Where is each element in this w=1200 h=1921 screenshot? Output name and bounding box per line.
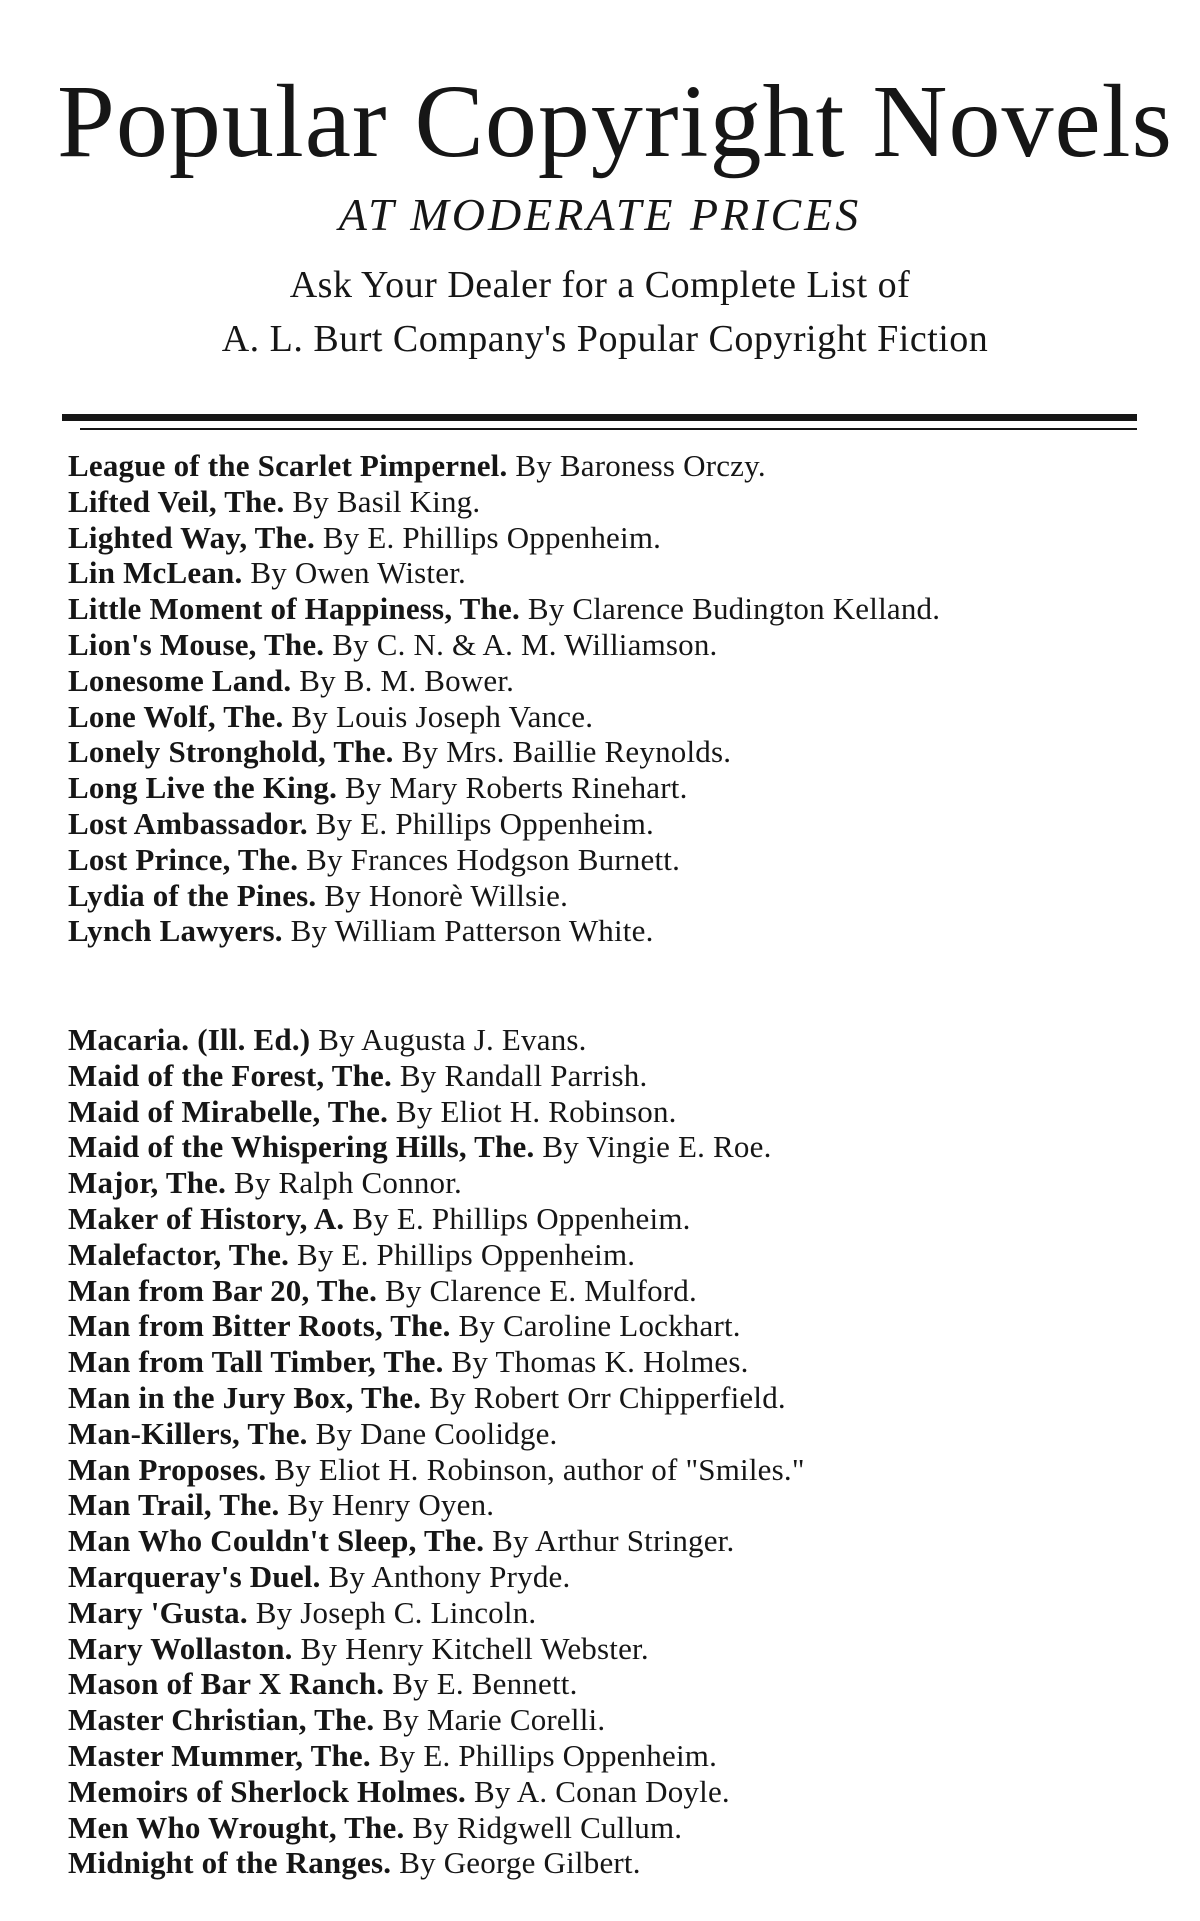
book-entry [68, 1559, 1148, 1595]
book-title: Lost Ambassador. [68, 805, 308, 841]
divider-thick [62, 414, 1137, 421]
book-title: Maid of the Forest, The. [68, 1057, 392, 1093]
book-author: By C. N. & A. M. Williamson. [332, 626, 718, 662]
book-author: By Anthony Pryde. [328, 1558, 571, 1594]
book-author: By Dane Coolidge. [315, 1415, 558, 1451]
book-entry [68, 1416, 1148, 1452]
book-author: By A. Conan Doyle. [473, 1773, 730, 1809]
book-entry [68, 1452, 1148, 1488]
book-entry [68, 1273, 1148, 1309]
book-entry [68, 1237, 1148, 1273]
book-author: By E. Phillips Oppenheim. [352, 1200, 691, 1236]
book-title: Midnight of the Ranges. [68, 1845, 392, 1881]
book-author: By E. Bennett. [392, 1666, 578, 1702]
book-author: By Augusta J. Evans. [318, 1022, 587, 1057]
book-entry [68, 1774, 1148, 1810]
book-title: Lonely Stronghold, The. [68, 734, 394, 770]
book-entry [68, 842, 1148, 878]
book-title: Lin McLean. [68, 555, 243, 591]
divider-thin [80, 428, 1137, 430]
book-author: By Eliot H. Robinson, author of "Smiles." [274, 1451, 805, 1487]
book-author: By Marie Corelli. [382, 1702, 606, 1738]
book-entry [68, 663, 1148, 699]
book-entry [68, 1666, 1148, 1702]
book-entry [68, 1344, 1148, 1380]
book-author: By E. Phillips Oppenheim. [322, 519, 662, 555]
book-author: By Robert Orr Chipperfield. [429, 1379, 786, 1415]
book-author: By E. Phillips Oppenheim. [378, 1737, 718, 1773]
book-entry [68, 1810, 1148, 1846]
book-title: Men Who Wrought, The. [68, 1809, 405, 1845]
book-entry [68, 627, 1148, 663]
book-entry [68, 591, 1148, 627]
book-title: Marqueray's Duel. [68, 1558, 321, 1594]
book-title: Maker of History, A. [68, 1200, 345, 1236]
book-entry [68, 699, 1148, 735]
book-list-l [68, 448, 1148, 949]
book-entry [68, 1201, 1148, 1237]
book-author: By Caroline Lockhart. [458, 1308, 741, 1344]
book-author: By Ralph Connor. [234, 1165, 462, 1201]
book-entry [68, 1595, 1148, 1631]
book-author: By Randall Parrish. [399, 1057, 648, 1093]
book-author: By Mary Roberts Rinehart. [345, 770, 688, 806]
book-entry [68, 1487, 1148, 1523]
book-entry [68, 770, 1148, 806]
book-title: Mary 'Gusta. [68, 1594, 248, 1630]
book-entry [68, 878, 1148, 914]
book-title: Lighted Way, The. [68, 519, 315, 555]
book-title: Long Live the King. [68, 770, 338, 806]
book-title: Lost Prince, The. [68, 841, 299, 877]
book-author: By Basil King. [292, 483, 481, 519]
book-author: By Ridgwell Cullum. [412, 1809, 683, 1845]
book-entry [68, 806, 1148, 842]
book-entry [68, 1738, 1148, 1774]
book-title: Master Christian, The. [68, 1702, 375, 1738]
book-title: Man-Killers, The. [68, 1415, 308, 1451]
book-title: Lifted Veil, The. [68, 483, 285, 519]
book-entry [68, 1308, 1148, 1344]
book-title: Malefactor, The. [68, 1236, 290, 1272]
page-title: Popular Copyright Novels [57, 64, 1173, 179]
book-author: By Honorè Willsie. [324, 877, 569, 913]
book-title: Macaria. (Ill. Ed.) [68, 1022, 311, 1057]
book-title: Man from Bar 20, The. [68, 1272, 378, 1308]
book-title: Mary Wollaston. [68, 1630, 293, 1666]
book-title: Little Moment of Happiness, The. [68, 591, 520, 627]
book-author: By Henry Kitchell Webster. [300, 1630, 649, 1666]
book-author: By Mrs. Baillie Reynolds. [401, 734, 732, 770]
intro-line-1: Ask Your Dealer for a Complete List of [289, 264, 911, 306]
book-author: By George Gilbert. [399, 1845, 641, 1881]
page-subtitle: AT MODERATE PRICES [338, 189, 862, 240]
book-author: By Vingie E. Roe. [542, 1129, 772, 1165]
book-entry [68, 734, 1148, 770]
book-title: Maid of Mirabelle, The. [68, 1093, 389, 1129]
book-entry [68, 448, 1148, 484]
book-title: Lonesome Land. [68, 662, 292, 698]
book-author: By Joseph C. Lincoln. [255, 1594, 537, 1630]
book-entry [68, 913, 1148, 949]
book-title: Man Trail, The. [68, 1487, 280, 1523]
book-author: By Louis Joseph Vance. [291, 698, 594, 734]
book-entry [68, 1058, 1148, 1094]
book-title: Lion's Mouse, The. [68, 626, 325, 662]
book-entry [68, 520, 1148, 556]
masthead [0, 64, 1200, 361]
book-author: By Henry Oyen. [287, 1487, 495, 1523]
book-author: By Thomas K. Holmes. [451, 1344, 749, 1380]
book-author: By Clarence E. Mulford. [385, 1272, 697, 1308]
book-title: Lydia of the Pines. [68, 877, 317, 913]
book-entry [68, 1702, 1148, 1738]
book-title: Man from Bitter Roots, The. [68, 1308, 451, 1344]
book-author: By Clarence Budington Kelland. [527, 591, 941, 627]
book-author: By B. M. Bower. [299, 662, 515, 698]
book-author: By E. Phillips Oppenheim. [315, 805, 654, 841]
book-title: Memoirs of Sherlock Holmes. [68, 1773, 466, 1809]
book-entry [68, 1631, 1148, 1667]
book-title: Man Who Couldn't Sleep, The. [68, 1523, 485, 1559]
book-entry [68, 1845, 1148, 1881]
book-author: By Eliot H. Robinson. [395, 1093, 677, 1129]
book-title: Maid of the Whispering Hills, The. [68, 1129, 535, 1165]
book-title: Man from Tall Timber, The. [68, 1344, 444, 1380]
book-title: Lone Wolf, The. [68, 698, 284, 734]
book-entry [68, 1129, 1148, 1165]
book-entry [68, 1523, 1148, 1559]
book-title: Man Proposes. [68, 1451, 267, 1487]
book-title: Mason of Bar X Ranch. [68, 1666, 385, 1702]
book-title: Master Mummer, The. [68, 1737, 371, 1773]
intro-line-2: A. L. Burt Company's Popular Copyright Fiction [221, 318, 989, 360]
book-entry [68, 1022, 1148, 1058]
book-title: Lynch Lawyers. [68, 913, 283, 949]
book-author: By Frances Hodgson Burnett. [306, 841, 681, 877]
book-list-m [68, 1022, 1148, 1881]
book-author: By Owen Wister. [250, 555, 466, 591]
book-author: By Arthur Stringer. [492, 1523, 735, 1559]
book-title: League of the Scarlet Pimpernel. [68, 448, 508, 483]
book-title: Major, The. [68, 1165, 227, 1201]
book-author: By E. Phillips Oppenheim. [296, 1236, 636, 1272]
book-entry [68, 555, 1148, 591]
book-author: By Baroness Orczy. [515, 448, 766, 483]
book-entry [68, 1094, 1148, 1130]
book-entry [68, 1165, 1148, 1201]
book-entry [68, 1380, 1148, 1416]
book-author: By William Patterson White. [290, 913, 654, 949]
book-title: Man in the Jury Box, The. [68, 1379, 422, 1415]
book-entry [68, 484, 1148, 520]
